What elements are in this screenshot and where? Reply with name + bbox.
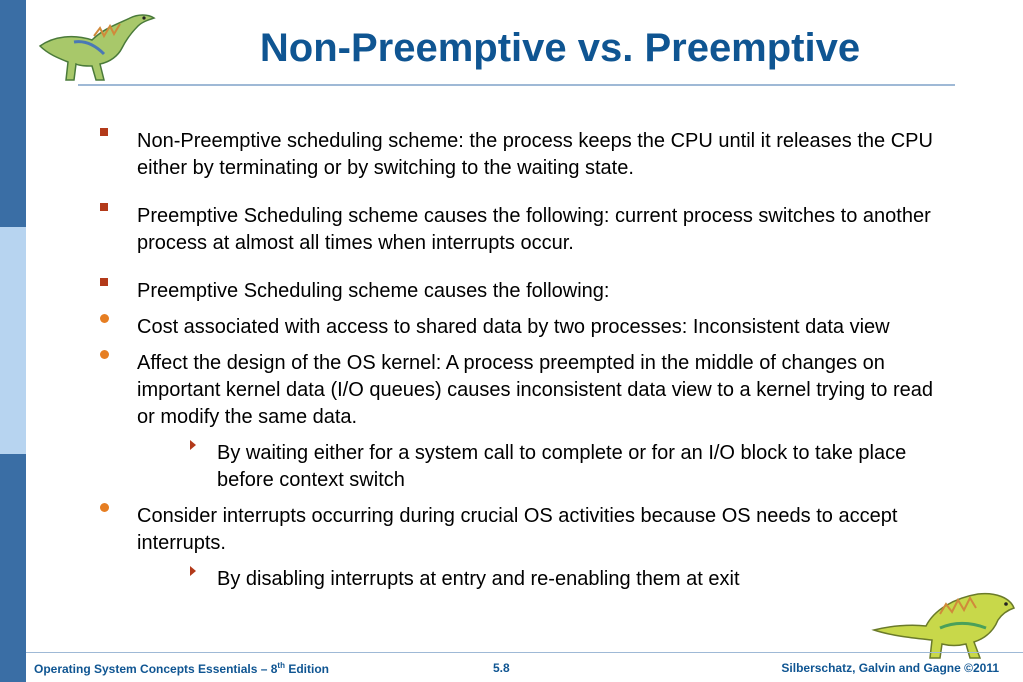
list-item <box>100 278 950 305</box>
triangle-bullet-icon <box>190 440 196 450</box>
bullet-text: Preemptive Scheduling scheme causes the following: current process switches to another process at almost all times when interrupts occur. <box>137 205 931 254</box>
bullet-list <box>100 128 950 593</box>
footer-page-number: 5.8 <box>493 661 510 675</box>
footer-book-title: Operating System Concepts Essentials – 8th Edition <box>34 661 329 676</box>
circle-bullet-icon <box>100 314 109 323</box>
triangle-bullet-icon <box>190 566 196 576</box>
sidebar-segment-middle <box>0 227 26 454</box>
bullet-text: Consider interrupts occurring during crucial OS activities because OS needs to accept interrupts. <box>137 505 898 554</box>
dinosaur-icon <box>34 6 158 86</box>
bullet-text: Non-Preemptive scheduling scheme: the process keeps the CPU until it releases the CPU either by terminating or by switching to the waiting state. <box>137 130 933 179</box>
sidebar-segment-top <box>0 0 26 227</box>
bullet-text: Preemptive Scheduling scheme causes the following: <box>137 280 610 302</box>
list-item <box>100 503 950 557</box>
square-bullet-icon <box>100 128 108 136</box>
circle-bullet-icon <box>100 503 109 512</box>
bullet-text: Cost associated with access to shared data by two processes: Inconsistent data view <box>137 316 890 338</box>
list-item <box>100 203 950 257</box>
left-sidebar <box>0 0 26 682</box>
list-item <box>100 350 950 431</box>
list-item <box>100 440 950 494</box>
footer-divider <box>26 652 1023 653</box>
bullet-text: By disabling interrupts at entry and re-enabling them at exit <box>217 568 740 590</box>
dinosaur-icon <box>870 580 1018 662</box>
sidebar-segment-bottom <box>0 454 26 682</box>
slide-title: Non-Preemptive vs. Preemptive <box>259 26 861 70</box>
circle-bullet-icon <box>100 350 109 359</box>
footer-copyright: Silberschatz, Galvin and Gagne ©2011 <box>781 661 999 675</box>
square-bullet-icon <box>100 203 108 211</box>
list-item <box>100 314 950 341</box>
title-divider <box>78 84 955 86</box>
square-bullet-icon <box>100 278 108 286</box>
bullet-text: Affect the design of the OS kernel: A process preempted in the middle of changes on important kernel data (I/O queues) causes inconsistent data view to a kernel trying to read or modify the same data. <box>137 352 933 428</box>
list-item <box>100 566 950 593</box>
bullet-text: By waiting either for a system call to complete or for an I/O block to take place before context switch <box>217 442 907 491</box>
list-item <box>100 128 950 182</box>
